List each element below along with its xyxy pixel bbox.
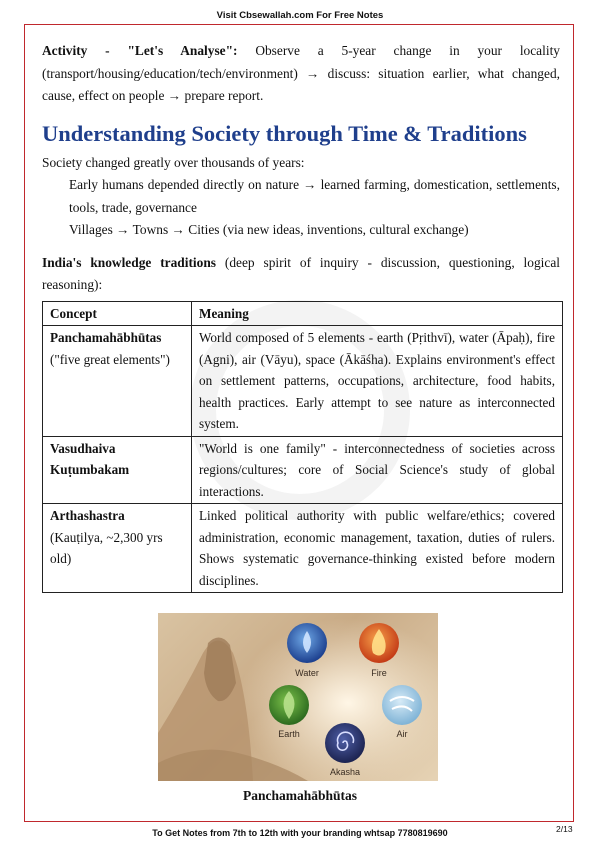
water-element bbox=[287, 623, 327, 663]
meaning-cell: World composed of 5 elements - earth (Pṛithvī), water (Āpaḥ), fire (Agni), air (Vāyu), space (Ākāśha). Explains environment's effect on settlement patterns, occupations, architecture, food habits, health practices. Early attempt to see nature as interconnected system. bbox=[192, 326, 563, 437]
knowledge-text: (deep spirit of inquiry - discussion, questioning, logical reasoning): bbox=[42, 254, 560, 292]
concept-name: Panchamahābhūtas bbox=[50, 330, 162, 345]
page-content bbox=[42, 40, 560, 593]
table-header-meaning: Meaning bbox=[192, 301, 563, 326]
figure-caption: Panchamahābhūtas bbox=[242, 788, 358, 803]
section-point-2: Villages → Towns → Cities (via new ideas, inventions, cultural exchange) bbox=[69, 222, 469, 237]
table-row bbox=[43, 436, 563, 504]
activity-text: Observe a 5-year change in your locality (transport/housing/education/tech/environment) → discuss: situation earlier, what changed, cause, effect on people → prepare report. bbox=[42, 43, 560, 103]
fire-element bbox=[359, 623, 399, 663]
activity-paragraph bbox=[42, 40, 560, 108]
concept-name: Vasudhaiva Kuṭumbakam bbox=[50, 440, 130, 477]
table-header-concept: Concept bbox=[43, 301, 192, 326]
knowledge-label: India's knowledge traditions bbox=[42, 254, 217, 270]
concept-cell bbox=[43, 326, 192, 437]
concept-cell bbox=[43, 504, 192, 593]
section-intro: Society changed greatly over thousands of years: bbox=[42, 154, 305, 170]
panchamahabhutas-illustration bbox=[158, 613, 438, 781]
concepts-table bbox=[42, 301, 563, 594]
earth-element bbox=[269, 685, 309, 725]
table-row bbox=[43, 326, 563, 437]
concept-note: ("five great elements") bbox=[50, 351, 170, 367]
concept-cell bbox=[43, 436, 192, 504]
meaning-cell: Linked political authority with public welfare/ethics; covered administration, economic management, taxation, duties of rulers. Shows systematic governance-thinking existed before modern disciplines. bbox=[192, 504, 563, 593]
knowledge-paragraph bbox=[42, 252, 560, 297]
air-label: Air bbox=[396, 729, 408, 739]
meaning-cell: "World is one family" - interconnectedness of societies across regions/cultures; core of Social Science's study of global interactions. bbox=[192, 436, 563, 504]
akasha-label: Akasha bbox=[329, 767, 361, 777]
akasha-element bbox=[325, 723, 365, 763]
footer-text: To Get Notes from 7th to 12th with your branding whtsap 7780819690 bbox=[152, 828, 448, 838]
water-label: Water bbox=[295, 668, 319, 678]
concept-name: Arthashastra bbox=[50, 508, 125, 523]
page-number: 2/13 bbox=[556, 824, 573, 834]
section-title: Understanding Society through Time & Traditions bbox=[42, 120, 527, 146]
concept-note: (Kauṭilya, ~2,300 yrs old) bbox=[50, 529, 163, 566]
table-header-row bbox=[43, 301, 563, 326]
air-element bbox=[382, 685, 422, 725]
activity-label: Activity - "Let's Analyse": bbox=[42, 43, 238, 58]
table-row bbox=[43, 504, 563, 593]
fire-label: Fire bbox=[371, 668, 387, 678]
header-banner: Visit Cbsewallah.com For Free Notes bbox=[216, 10, 384, 21]
earth-label: Earth bbox=[278, 729, 300, 739]
section-point-1: Early humans depended directly on nature → learned farming, domestication, settlements, tools, trade, governance bbox=[69, 177, 560, 215]
